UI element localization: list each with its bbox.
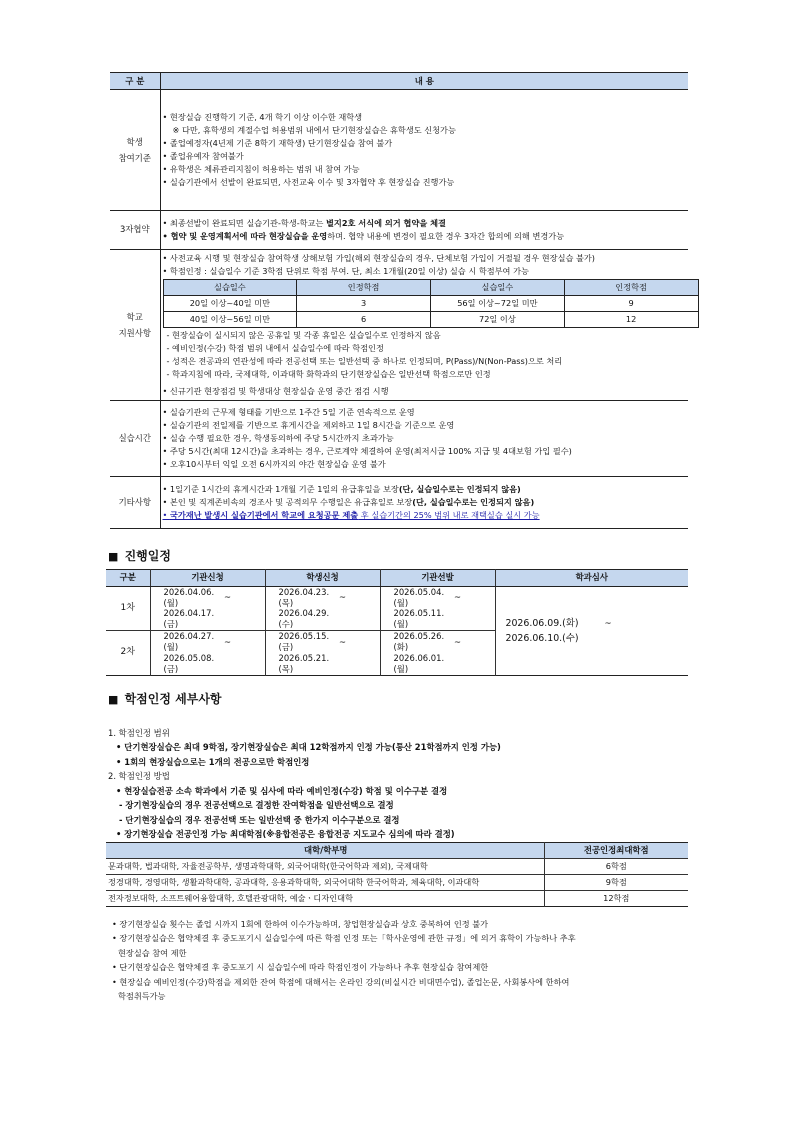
list-item: - 학과지침에 따라, 국제대학, 이과대학 화학과의 단기현장실습은 일반선택 학점으로만 인정	[166, 369, 491, 379]
list-item: - 단기현장실습의 경우 전공선택 또는 일반선택 중 한가지 이수구분으로 결정	[119, 814, 400, 825]
credit-table: 실습일수 인정학점 실습일수 인정학점 20일 이상~40일 미만 3 56일 이상~72일 미만 9 40일 이상~56일 미만 6 72일 이상 12	[163, 279, 699, 328]
table-row: 정경대학, 경영대학, 생활과학대학, 공과대학, 응용과학대학, 외국어대학 한국어학과, 체육대학, 이과대학 9학점	[106, 874, 688, 890]
note-item: • 현장실습 예비인정(수강)학점을 제외한 잔여 학점에 대해서는 온라인 강의(비실시간 비대면수업), 졸업논문, 사회봉사에 한하여 학점취득가능	[112, 976, 570, 1002]
list-item: ※ 다만, 휴학생의 계절수업 허용범위 내에서 단기현장실습은 휴학생도 신청가능	[172, 125, 456, 135]
row-practice-hours	[110, 401, 688, 477]
list-item: • 1일기준 1시간의 휴게시간과 1개월 기준 1일의 유급휴일을 보장(단, 실습일수로는 인정되지 않음)	[162, 484, 521, 494]
row-label: 3자협약	[110, 211, 160, 250]
header-category: 구 분	[110, 73, 160, 90]
list-item: • 실습기관의 전일제를 기반으로 휴게시간을 제외하고 1일 8시간을 기준으로 운영	[162, 420, 455, 430]
list-item: • 실습기관에서 선발이 완료되면, 사전교육 이수 및 3자협약 후 현장실습 진행가능	[162, 177, 455, 187]
list-item: - 장기현장실습의 경우 전공선택으로 결정한 잔여학점을 일반선택으로 결정	[119, 800, 394, 811]
list-item: • 실습 수행 필요한 경우, 학생동의하에 주당 5시간까지 초과가능	[162, 433, 394, 443]
schedule-table: 구분 기관신청 학생신청 기관선발 학과심사 1차 2026.04.06.(월) ~ 2026.04.23.(목) ~ 2026.05.04.(월) ~ 2026.06.09.(화) 2026.06.10.(수) ~ 2026.04.17.(금) 2026.04.29.(수) 2026.05.11.(월) 2차 2026.04.27.(월) ~ 2026.05.15.(금) ~ 2026.05.26.(화) ~ 2026.05.08.(금) 2026.05.21.(목) 2026.06.01.(월)	[106, 569, 688, 676]
table-row: 1차 2026.04.06.(월) ~ 2026.04.23.(목) ~ 2026.05.04.(월) ~ 2026.06.09.(화) 2026.06.10.(수) ~	[106, 586, 688, 608]
list-item: • 신규기관 현장점검 및 학생대상 현장실습 운영 중간 점검 시행	[162, 386, 389, 396]
row-content	[160, 250, 688, 401]
list-item: • 협약 및 운영계획서에 따라 현장실습을 운영하며. 협약 내용에 변경이 필요한 경우 3자간 합의에 의해 변경가능	[162, 231, 565, 241]
row-content	[160, 211, 688, 250]
list-item: • 장기현장실습 전공인정 가능 최대학점(※융합전공은 융합전공 지도교수 심의에 따라 결정)	[116, 829, 455, 840]
note-item: • 장기현장실습은 협약체결 후 중도포기시 실습일수에 따른 학점 인정 또는「학사운영에 관한 규정」에 의거 휴학이 가능하나 추후 현장실습 참여 제한	[112, 933, 576, 958]
row-label: 기타사항	[110, 477, 160, 529]
note-item: • 장기현장실습 횟수는 졸업 시까지 1회에 한하여 이수가능하며, 창업현장실습과 상호 중복하여 인정 불가	[112, 918, 489, 929]
row-school-support	[110, 250, 688, 401]
list-item: - 예비인정(수강) 학점 범위 내에서 실습일수에 따라 학점인정	[166, 343, 384, 353]
list-item: • 사전교육 시행 및 현장실습 참여학생 상해보험 가입(해외 현장실습의 경우, 단체보험 가입이 거절될 경우 현장실습 불가)	[162, 253, 595, 263]
section-title-schedule: ■ 진행일정	[108, 549, 171, 563]
list-item: • 주당 5시간(최대 12시간)을 초과하는 경우, 근로계약 체결하여 운영(최저시급 100% 지급 및 4대보험 가입 필수)	[162, 446, 572, 456]
list-item: • 현장실습전공 소속 학과에서 기준 및 심사에 따라 예비인정(수강) 학점 및 이수구분 결정	[116, 785, 448, 796]
square-bullet-icon: ■	[108, 692, 119, 706]
max-credit-table: 대학/학부명 전공인정최대학점 문과대학, 법과대학, 자율전공학부, 생명과학대학, 외국어대학(한국어학과 제외), 국제대학 6학점 정경대학, 경영대학, 생활과학대학, 공과대학, 응용과학대학, 외국어대학 한국어학과, 체육대학, 이과대학 9학점 전자정보대학, 소프트웨어융합대학, 호텔관광대학, 예술ㆍ디자인대학 12학점	[106, 842, 688, 907]
table-row: 전자정보대학, 소프트웨어융합대학, 호텔관광대학, 예술ㆍ디자인대학 12학점	[106, 890, 688, 906]
list-item: • 학점인정 : 실습일수 기준 3학점 단위로 학점 부여. 단, 최소 1개월(20일 이상) 실습 시 학점부여 가능	[162, 266, 529, 276]
row-label: 실습시간	[110, 401, 160, 477]
table-row: 20일 이상~40일 미만 3 56일 이상~72일 미만 9	[163, 296, 698, 312]
header-content: 내 용	[160, 73, 688, 90]
table-row: 40일 이상~56일 미만 6 72일 이상 12	[163, 312, 698, 328]
list-item: • 졸업예정자(4년제 기준 8학기 재학생) 단기현장실습 참여 불가	[162, 138, 393, 148]
row-label: 학교 지원사항	[110, 250, 160, 401]
list-item: • 1회의 현장실습으로는 1개의 전공으로만 학점인정	[116, 756, 310, 767]
dept-review-dates: 2026.06.09.(화) 2026.06.10.(수) ~	[495, 586, 688, 675]
table-row: 문과대학, 법과대학, 자율전공학부, 생명과학대학, 외국어대학(한국어학과 제외), 국제대학 6학점	[106, 858, 688, 874]
list-item: - 성적은 전공과의 연관성에 따라 전공선택 또는 일반선택 중 하나로 인정되며, P(Pass)/N(Non-Pass)으로 처리	[166, 356, 563, 366]
list-item: • 실습기관의 근무제 형태를 기반으로 1주간 5일 기준 연속적으로 운영	[162, 407, 415, 417]
row-content	[160, 477, 688, 529]
subsection-title: 2. 학점인정 방법	[108, 771, 170, 782]
row-content	[160, 90, 688, 211]
square-bullet-icon: ■	[108, 550, 119, 563]
document-page	[110, 72, 688, 1004]
row-label: 학생 참여기준	[110, 90, 160, 211]
table-row: 2차 2026.04.27.(월) ~ 2026.05.15.(금) ~ 2026.05.26.(화) ~	[106, 631, 688, 653]
list-item: • 졸업유예자 참여불가	[162, 151, 244, 161]
row-agreement	[110, 211, 688, 250]
notes-list	[110, 917, 688, 1004]
note-item: • 단기현장실습은 협약체결 후 중도포기 시 실습일수에 따라 학점인정이 가능하나 추후 현장실습 참여제한	[112, 962, 489, 973]
row-content	[160, 401, 688, 477]
subsection-title: 1. 학점인정 범위	[108, 727, 170, 738]
list-item: - 현장실습이 실시되지 않은 공휴일 및 각종 휴일은 실습일수로 인정하지 않음	[166, 330, 441, 340]
list-item: • 오후10시부터 익일 오전 6시까지의 야간 현장실습 운영 불가	[162, 459, 386, 469]
remote-practice-link[interactable]: • 국가재난 발생시 실습기관에서 학교에 요청공문 제출 후 실습기간의 25% 범위 내로 재택실습 실시 가능	[162, 510, 540, 520]
table-row: 2026.05.08.(금) 2026.05.21.(목) 2026.06.01.(월)	[106, 653, 688, 675]
row-etc	[110, 477, 688, 529]
list-item: • 최종선발이 완료되면 실습기관-학생-학교는 별지2호 서식에 의거 협약을 체결	[162, 218, 446, 228]
list-item: • 본인 및 직계존비속의 경조사 및 공적의무 수행일은 유급휴일로 보장(단, 실습일수로는 인정되지 않음)	[162, 497, 535, 507]
section-title-credit-details: ■ 학점인정 세부사항	[108, 691, 222, 706]
guideline-table	[110, 72, 688, 529]
list-item: • 현장실습 진행학기 기준, 4개 학기 이상 이수한 재학생	[162, 112, 363, 122]
credit-details-list	[108, 726, 688, 842]
list-item: • 유학생은 체류관리지침이 허용하는 범위 내 참여 가능	[162, 164, 360, 174]
row-student-criteria	[110, 90, 688, 211]
list-item: • 단기현장실습은 최대 9학점, 장기현장실습은 최대 12학점까지 인정 가능(통산 21학점까지 인정 가능)	[116, 742, 501, 753]
table-row: 2026.04.17.(금) 2026.04.29.(수) 2026.05.11.(월)	[106, 608, 688, 630]
